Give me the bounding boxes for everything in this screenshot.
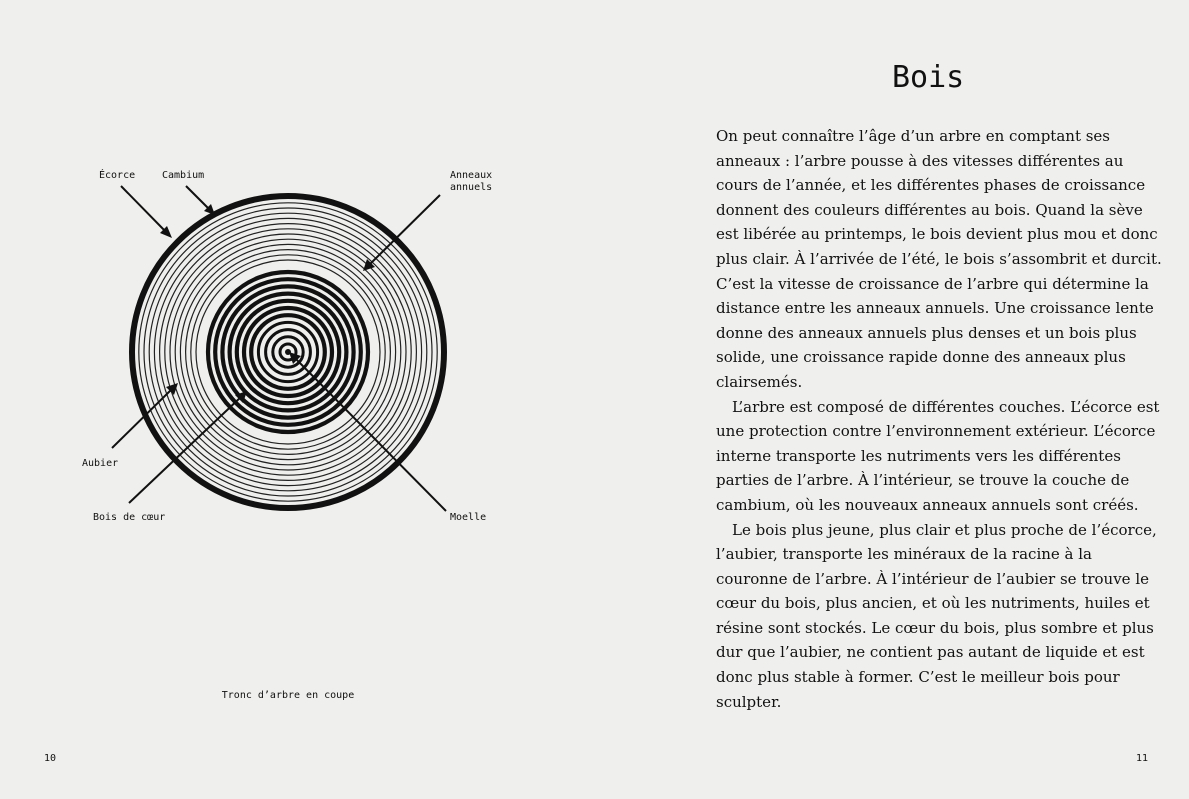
- body-text: [716, 124, 1162, 714]
- leader-aubier: [112, 387, 174, 448]
- label-moelle: Moelle: [450, 512, 487, 523]
- left-page: [0, 0, 594, 799]
- right-page: [594, 0, 1189, 799]
- paragraph-3: Le bois plus jeune, plus clair et plus proche de l’écorce, l’aubier, transporte les minéraux de la racine à la couronne de l’arbre. À l’intérieur de l’aubier se trouve le cœur du bois, plus ancien, et où les nutriments, huiles et résine sont stockés. Le cœur du bois, plus sombre et plus dur que l’aubier, ne contient pas autant de liquide et est donc plus stable à former. C’est le meilleur bois pour sculpter.: [716, 520, 1157, 711]
- paragraph-1: On peut connaître l’âge d’un arbre en comptant ses anneaux : l’arbre pousse à des vitesses différentes au cours de l’année, et les différentes phases de croissance donnent des couleurs différentes au bois. Quand la sève est libérée au printemps, le bois devient plus mou et donc plus clair. À l’arrivée de l’été, le bois s’assombrit et durcit. C’est la vitesse de croissance de l’arbre qui détermine la distance entre les anneaux annuels. Une croissance lente donne des anneaux annuels plus denses et un bois plus solide, une croissance rapide donne des anneaux plus clairsemés.: [716, 127, 1162, 391]
- leader-ecorce: [121, 186, 168, 234]
- label-ecorce: Écorce: [99, 170, 136, 181]
- tree-trunk-cross-section-diagram: [0, 0, 594, 799]
- page-number-right: 11: [1136, 753, 1149, 764]
- figure-caption: Tronc d’arbre en coupe: [221, 690, 355, 701]
- label-bois-de-coeur: Bois de cœur: [93, 512, 166, 523]
- label-anneaux-line2: annuels: [450, 182, 493, 193]
- label-anneaux-line1: Anneaux: [450, 170, 493, 181]
- leader-anneaux: [367, 195, 440, 267]
- page-number-left: 10: [44, 753, 57, 764]
- label-cambium: Cambium: [162, 170, 205, 181]
- page-title: Bois: [892, 60, 965, 95]
- paragraph-2: L’arbre est composé de différentes couches. L’écorce est une protection contre l’environnement extérieur. L’écorce interne transporte les nutriments vers les différentes parties de l’arbre. À l’intérieur, se trouve la couche de cambium, où les nouveaux anneaux annuels sont créés.: [716, 397, 1160, 514]
- label-aubier: Aubier: [82, 458, 119, 469]
